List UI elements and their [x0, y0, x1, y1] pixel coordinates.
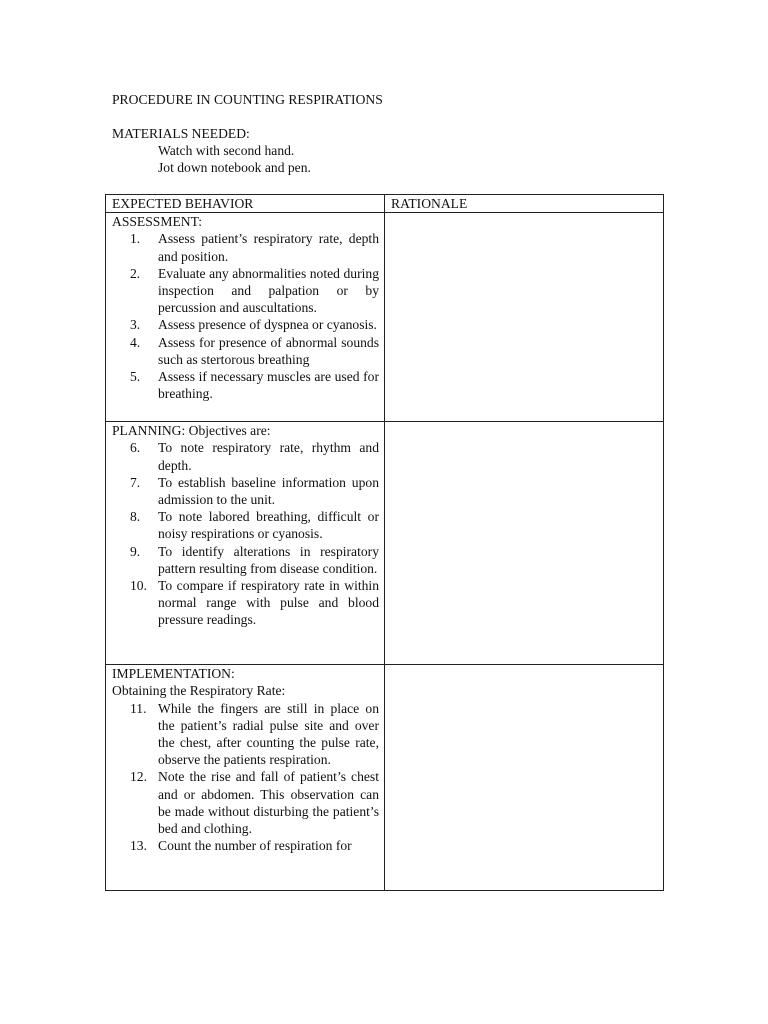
planning-steps [112, 439, 384, 628]
table-row-assessment [106, 213, 664, 422]
step-text: To note respiratory rate, rhythm and depth. [158, 440, 379, 473]
materials-heading: MATERIALS NEEDED: [112, 126, 250, 141]
step-number: 11. [130, 700, 147, 716]
section-sublabel-implementation: Obtaining the Respiratory Rate: [112, 683, 286, 699]
step-text: Assess if necessary muscles are used for breathing. [158, 369, 379, 402]
step-number: 13. [130, 838, 147, 854]
table-row-planning [106, 422, 664, 665]
header-rationale: RATIONALE [385, 195, 664, 213]
step-text: While the fingers are still in place on the patient’s radial pulse site and over the chest, after counting the pulse rate, observe the patients respiration. [158, 700, 379, 768]
step-number: 3. [130, 317, 141, 333]
step-number: 8. [130, 509, 141, 525]
materials-block [112, 125, 311, 177]
implementation-steps [112, 700, 384, 855]
planning-cell [106, 422, 385, 665]
assessment-cell [106, 213, 385, 422]
step-text: Evaluate any abnormalities noted during inspection and palpation or by percussion and auscultations. [158, 265, 379, 316]
step-text: Assess patient’s respiratory rate, depth and position. [158, 231, 379, 264]
assessment-steps [112, 230, 384, 402]
materials-item: Watch with second hand. [158, 143, 295, 159]
step-text: Note the rise and fall of patient’s chest and or abdomen. This observation can be made without disturbing the patient’s bed and clothing. [158, 769, 379, 837]
list-item [112, 700, 384, 769]
step-number: 1. [130, 231, 141, 247]
implementation-cell [106, 665, 385, 891]
step-text: Assess presence of dyspnea or cyanosis. [158, 317, 377, 333]
rationale-cell-assessment [385, 213, 664, 422]
table-header-row [106, 195, 664, 213]
list-item [112, 577, 384, 629]
step-text: Assess for presence of abnormal sounds such as stertorous breathing [158, 334, 379, 367]
section-label-planning: PLANNING: Objectives are: [112, 423, 271, 439]
section-label-assessment: ASSESSMENT: [112, 214, 202, 230]
document-title: PROCEDURE IN COUNTING RESPIRATIONS [112, 92, 383, 107]
section-label-implementation: IMPLEMENTATION: [112, 666, 235, 682]
materials-item: Jot down notebook and pen. [158, 160, 311, 176]
rationale-cell-implementation [385, 665, 664, 891]
list-item [112, 439, 384, 473]
list-item [112, 837, 384, 854]
list-item [112, 474, 384, 508]
step-number: 5. [130, 369, 141, 385]
step-number: 4. [130, 334, 141, 350]
step-number: 9. [130, 543, 141, 559]
table-row-implementation [106, 665, 664, 891]
step-number: 6. [130, 440, 141, 456]
step-text: To identify alterations in respiratory pattern resulting from disease condition. [158, 543, 379, 576]
step-text: To establish baseline information upon admission to the unit. [158, 474, 379, 508]
step-number: 12. [130, 769, 147, 785]
list-item [112, 768, 384, 837]
step-text: To compare if respiratory rate in within normal range with pulse and blood pressure readings. [158, 578, 379, 628]
step-number: 2. [130, 265, 141, 281]
step-text: Count the number of respiration for [158, 838, 352, 854]
list-item [112, 508, 384, 542]
list-item [112, 334, 384, 368]
step-text: To note labored breathing, difficult or noisy respirations or cyanosis. [158, 509, 379, 542]
step-number: 10. [130, 578, 147, 594]
list-item [112, 265, 384, 317]
list-item [112, 316, 384, 333]
list-item [112, 368, 384, 402]
header-expected-behavior: EXPECTED BEHAVIOR [106, 195, 385, 213]
rationale-cell-planning [385, 422, 664, 665]
list-item [112, 230, 384, 264]
step-number: 7. [130, 474, 141, 490]
procedure-table [105, 194, 664, 891]
list-item [112, 543, 384, 577]
